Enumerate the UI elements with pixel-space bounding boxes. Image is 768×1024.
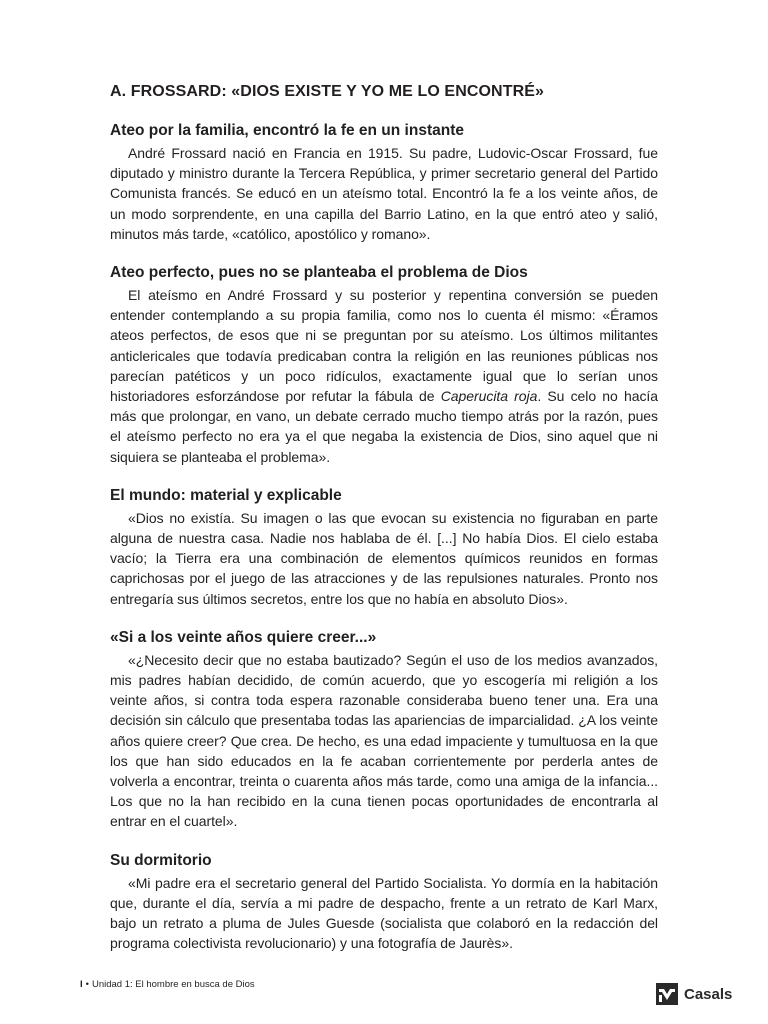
section-paragraph: André Frossard nació en Francia en 1915. Su padre, Ludovic-Oscar Frossard, fue diputado y ministro durante la Tercera República, y primer secretario general del Partido Comunista francés. Se educó en un ateísmo total. Encontró la fe a los veinte años, de un modo sorprendente, en una capilla del Barrio Latino, en la que entró ateo y salió, minutos más tarde, «católico, apostólico y romano».: [110, 145, 658, 242]
section-heading: Su dormitorio: [110, 851, 212, 869]
publisher-logo: [656, 982, 732, 1006]
section-heading: El mundo: material y explicable: [110, 486, 342, 504]
section-paragraph: [110, 285, 658, 467]
section-heading: «Si a los veinte años quiere creer...»: [110, 628, 377, 646]
footer-separator: •: [85, 979, 89, 990]
section-veinte-anos: [110, 628, 658, 832]
footer-unit-text: Unidad 1: El hombre en busca de Dios: [91, 979, 255, 990]
section-dormitorio: [110, 851, 658, 954]
section-paragraph: «Mi padre era el secretario general del Partido Socialista. Yo dormía en la habitación que, durante el día, servía a mi padre de despacho, frente a un retrato de Karl Marx, bajo un retrato a pluma de Jules Guesde (socialista que colaboró en la redacción del programa colectivista revolucionario) y una fotografía de Jaurès».: [110, 874, 658, 952]
section-heading: Ateo perfecto, pues no se planteaba el problema de Dios: [110, 264, 528, 282]
paragraph-italic-title: Caperucita roja: [440, 388, 538, 405]
paragraph-text: El ateísmo en André Frossard y su posterior y repentina conversión se pueden entender contemplando a su propia familia, como nos lo cuenta él mismo: «Éramos ateos perfectos, de esos que ni se preguntan por su ateísmo. Los últimos militantes anticlericales que todavía predicaban contra la religión en las reuniones públicas nos parecían patéticos y un poco ridículos, exactamente igual que lo serían unos historiadores esforzándose por refutar la fábula de: [110, 287, 658, 405]
page-footer: [80, 979, 255, 990]
page-number: I: [80, 979, 83, 990]
document-page: [110, 80, 658, 954]
page-title: A. FROSSARD: «DIOS EXISTE Y YO ME LO ENCONTRÉ»: [110, 83, 545, 100]
paragraph-text: . Su celo no hacía más que prolongar, en vano, un debate cerrado mucho tiempo atrás por la razón, pues el ateísmo perfecto no era ya el que negaba la existencia de Dios, sino aquel que ni siquiera se planteaba el problema».: [110, 388, 658, 465]
section-ateo-perfecto: [110, 263, 658, 467]
section-mundo-material: [110, 486, 658, 609]
section-heading: Ateo por la familia, encontró la fe en un instante: [110, 122, 464, 139]
section-ateo-familia: [110, 121, 658, 244]
casals-logo-icon: [656, 983, 678, 1005]
logo-text: Casals: [684, 985, 733, 1003]
section-paragraph: «Dios no existía. Su imagen o las que evocan su existencia no figuraban en parte alguna de nuestra casa. Nadie nos hablaba de él. [...] No había Dios. El cielo estaba vacío; la Tierra era una combinación de elementos químicos reunidos en formas caprichosas por el juego de las atracciones y de las repulsiones naturales. Pronto nos entregaría sus últimos secretos, entre los que no había en absoluto Dios».: [110, 509, 658, 607]
section-paragraph: «¿Necesito decir que no estaba bautizado? Según el uso de los medios avanzados, mis padres habían decidido, de común acuerdo, que yo escogería mi religión a los veinte años, si contra toda espera razonable consideraba bueno tener una. Era una decisión sin cálculo que presentaba todas las apariencias de imparcialidad. ¿A los veinte años quiere creer? Que crea. De hecho, es una edad impaciente y tumultuosa en la que los que han sido educados en la fe acaban corrientemente por perderla antes de volverla a encontrar, treinta o cuarenta años más tarde, como una amiga de la infancia... Los que no la han recibido en la cuna tienen pocas oportunidades de encontrarla al entrar en el cuartel».: [110, 651, 658, 830]
